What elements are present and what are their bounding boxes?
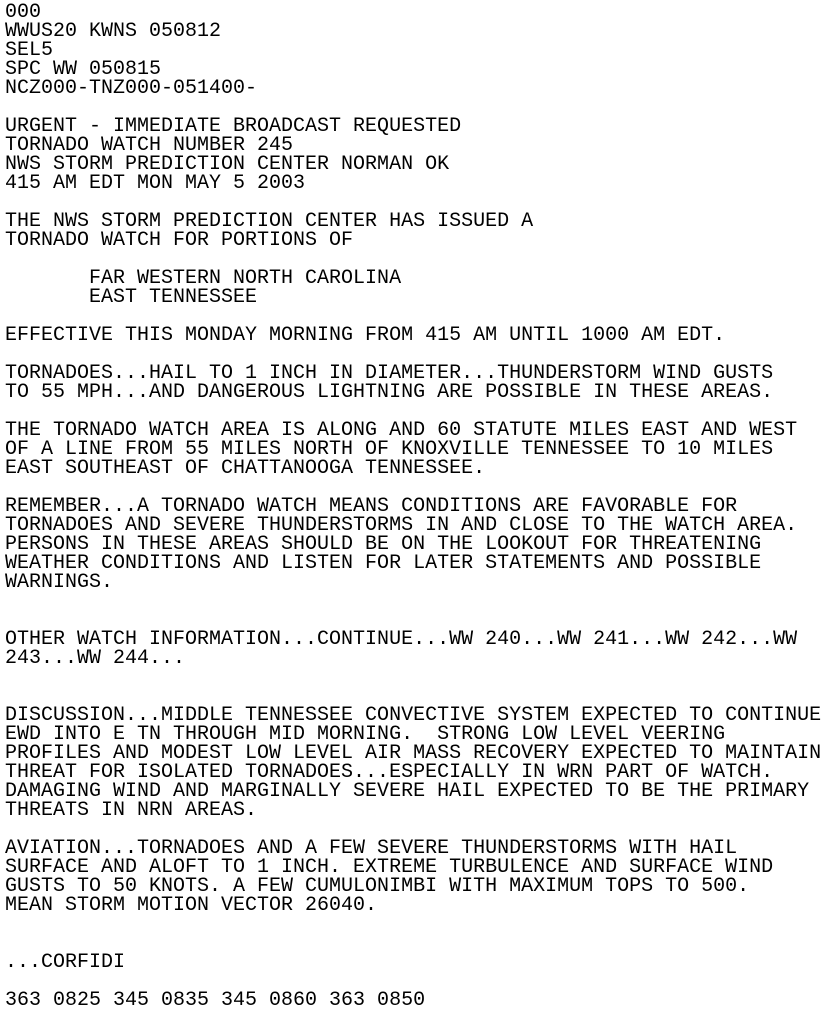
bulletin-line: TORNADO WATCH FOR PORTIONS OF: [5, 229, 354, 252]
bulletin-line: EFFECTIVE THIS MONDAY MORNING FROM 415 AM UNTIL 1000 AM EDT.: [5, 324, 726, 347]
bulletin-line: 243...WW 244...: [5, 647, 186, 670]
bulletin-line: WARNINGS.: [5, 571, 114, 594]
bulletin-line: [5, 668, 825, 687]
bulletin-line: TORNADO WATCH NUMBER 245: [5, 134, 294, 157]
bulletin-line: FAR WESTERN NORTH CAROLINA: [5, 267, 402, 290]
bulletin-line: PROFILES AND MODEST LOW LEVEL AIR MASS RECOVERY EXPECTED TO MAINTAIN: [5, 742, 822, 765]
bulletin-line: MEAN STORM MOTION VECTOR 26040.: [5, 894, 378, 917]
bulletin-line: WEATHER CONDITIONS AND LISTEN FOR LATER STATEMENTS AND POSSIBLE: [5, 552, 762, 575]
bulletin-line: GUSTS TO 50 KNOTS. A FEW CUMULONIMBI WITH MAXIMUM TOPS TO 500.: [5, 875, 750, 898]
bulletin-line: NCZ000-TNZ000-051400-: [5, 77, 258, 100]
bulletin-line: 415 AM EDT MON MAY 5 2003: [5, 172, 306, 195]
bulletin-line: SEL5: [5, 39, 54, 62]
bulletin-line: TORNADOES...HAIL TO 1 INCH IN DIAMETER...THUNDERSTORM WIND GUSTS: [5, 362, 774, 385]
bulletin-line: WWUS20 KWNS 050812: [5, 20, 222, 43]
bulletin-line: EAST SOUTHEAST OF CHATTANOOGA TENNESSEE.: [5, 457, 486, 480]
bulletin-line: THE TORNADO WATCH AREA IS ALONG AND 60 STATUTE MILES EAST AND WEST: [5, 419, 798, 442]
bulletin-line: NWS STORM PREDICTION CENTER NORMAN OK: [5, 153, 450, 176]
bulletin-line: TO 55 MPH...AND DANGEROUS LIGHTNING ARE POSSIBLE IN THESE AREAS.: [5, 381, 774, 404]
bulletin-line: THREAT FOR ISOLATED TORNADOES...ESPECIALLY IN WRN PART OF WATCH.: [5, 761, 774, 784]
bulletin-line: EWD INTO E TN THROUGH MID MORNING. STRONG LOW LEVEL VEERING: [5, 723, 726, 746]
bulletin-line: REMEMBER...A TORNADO WATCH MEANS CONDITIONS ARE FAVORABLE FOR: [5, 495, 738, 518]
bulletin-line: THREATS IN NRN AREAS.: [5, 799, 258, 822]
bulletin-line: SURFACE AND ALOFT TO 1 INCH. EXTREME TURBULENCE AND SURFACE WIND: [5, 856, 774, 879]
bulletin-line: OF A LINE FROM 55 MILES NORTH OF KNOXVILLE TENNESSEE TO 10 MILES: [5, 438, 774, 461]
bulletin-line: URGENT - IMMEDIATE BROADCAST REQUESTED: [5, 115, 462, 138]
bulletin-line: OTHER WATCH INFORMATION...CONTINUE...WW 240...WW 241...WW 242...WW: [5, 628, 798, 651]
bulletin-line: [5, 915, 825, 934]
bulletin-line: AVIATION...TORNADOES AND A FEW SEVERE THUNDERSTORMS WITH HAIL: [5, 837, 738, 860]
bulletin-line: [5, 934, 825, 953]
bulletin-line: SPC WW 050815: [5, 58, 162, 81]
bulletin-line: 363 0825 345 0835 345 0860 363 0850: [5, 989, 426, 1012]
bulletin-line: 000: [5, 1, 42, 24]
bulletin-line: EAST TENNESSEE: [5, 286, 258, 309]
bulletin-line: [5, 592, 825, 611]
bulletin-line: TORNADOES AND SEVERE THUNDERSTORMS IN AND CLOSE TO THE WATCH AREA.: [5, 514, 798, 537]
bulletin-line: ...CORFIDI: [5, 951, 126, 974]
bulletin-line: DAMAGING WIND AND MARGINALLY SEVERE HAIL EXPECTED TO BE THE PRIMARY: [5, 780, 810, 803]
bulletin-line: DISCUSSION...MIDDLE TENNESSEE CONVECTIVE SYSTEM EXPECTED TO CONTINUE: [5, 704, 822, 727]
bulletin-line: THE NWS STORM PREDICTION CENTER HAS ISSUED A: [5, 210, 534, 233]
bulletin-line: PERSONS IN THESE AREAS SHOULD BE ON THE LOOKOUT FOR THREATENING: [5, 533, 762, 556]
